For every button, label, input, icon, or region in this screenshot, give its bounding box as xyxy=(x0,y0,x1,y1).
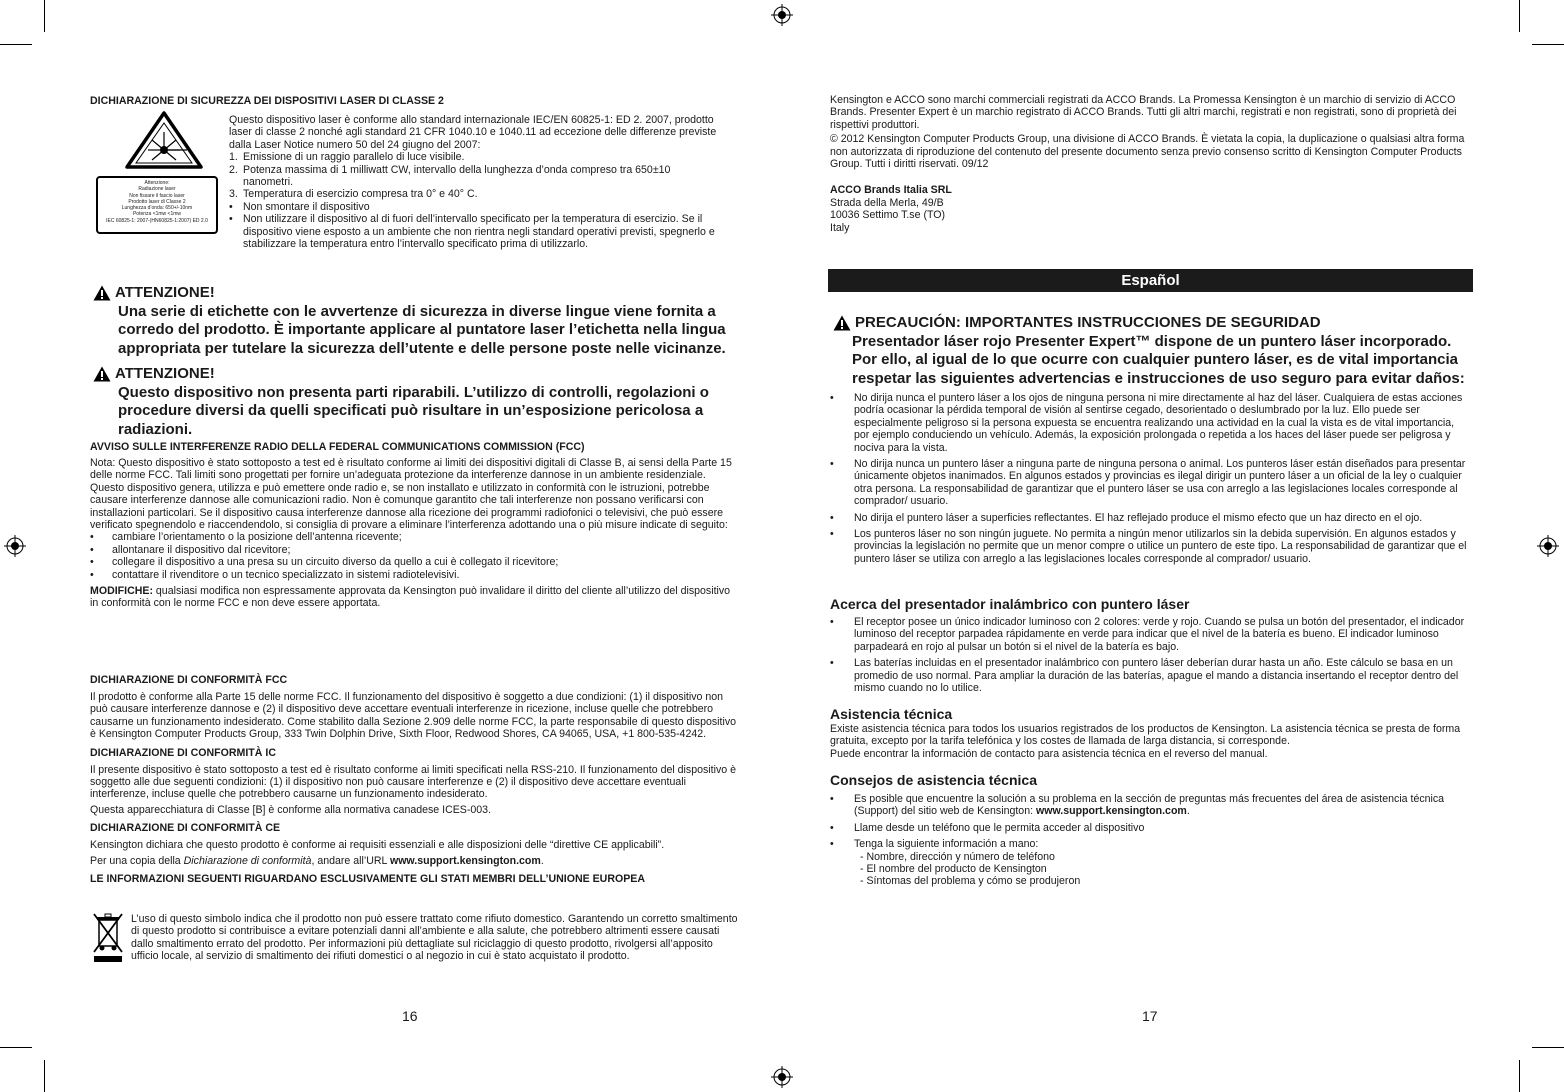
warning-title: ATTENZIONE! xyxy=(115,284,215,301)
registration-mark-icon xyxy=(1537,535,1559,557)
list-item xyxy=(229,188,719,200)
bullet-mark: • xyxy=(830,657,834,670)
crop-mark xyxy=(44,1060,45,1092)
list-item-text: El receptor posee un único indicador luminoso con 2 colores: verde y rojo. Cuando se pulsa un botón del presentador, el indicador luminoso del receptor parpadea rápidamente en verde para indicar que el nivel de la batería es bueno. El indicador luminoso parpadeará en rojo al pulsar un botón si el nivel de la batería es bajo. xyxy=(854,616,1465,653)
list-item-text: allontanare il dispositivo dal ricevitore; xyxy=(112,543,291,556)
list-item xyxy=(830,512,1470,524)
fcc-text: Nota: Questo dispositivo è stato sottoposto a test ed è risultato conforme ai limiti dei dispositivi digitali di Classe B, ai sensi della Parte 15 delle norme FCC. Tali limiti sono progettati per fornire un’adeguata protezione da interferenze dannose in un ambiente residenziale. Questo dispositivo genera, utilizza e può emettere onde radio e, se non installato e utilizzato in conformità con le istruzioni, potrebbe causare interferenze dannose alle comunicazioni radio. Non è comunque garantito che tali interferenze non possano verificarsi con installazioni particolari. Se il dispositivo causa interferenze dannose alla ricezione dei programmi radiofonici o televisivi, che può essere verificato spegnendolo e riaccendendolo, si consiglia di provare a eliminare l’interferenza adottando una o più misure indicate di seguito: xyxy=(90,457,732,532)
bullet-mark: • xyxy=(90,531,94,544)
list-item: • Es posible que encuentre la solución a su problema en la sección de preguntas más frecuentes del área de asistencia técnica (Support) del sitio web de Kensington: www.support.kensington.com. xyxy=(830,793,1445,818)
warning-block-1 xyxy=(90,284,740,358)
precaution-block xyxy=(830,314,1475,388)
assist-text: Existe asistencia técnica para todos los usuarios registrados de los productos de Kensington. La asistencia técnica se presta de forma gratuita, excepto por la tarifa telefónica y los costes de llamada de larga distancia, si corresponde. xyxy=(830,723,1461,748)
laser-bullet-list xyxy=(229,201,719,251)
sub-item: - Síntomas del problema y cómo se produjeron xyxy=(860,875,1081,888)
fcc-heading: AVVISO SULLE INTERFERENZE RADIO DELLA FEDERAL COMMUNICATIONS COMMISSION (FCC) xyxy=(90,441,585,453)
label-line: Radiazione laser xyxy=(138,186,176,193)
list-item xyxy=(229,164,719,189)
company-address xyxy=(830,197,1470,234)
list-item: • Tenga la siguiente información a mano: - Nombre, dirección y número de teléfono - El nombre del producto de Kensington - Síntomas del problema y cómo se produjeron xyxy=(830,838,1470,888)
crop-mark xyxy=(1519,1060,1520,1092)
bullet-mark: • xyxy=(830,511,834,524)
warning-icon xyxy=(93,285,111,301)
fcc-conf-heading: DICHIARAZIONE DI CONFORMITÀ FCC xyxy=(90,674,288,686)
ce-text-2c: . xyxy=(540,854,544,867)
crop-mark xyxy=(1532,1047,1564,1048)
copyright-text: © 2012 Kensington Computer Products Group, una divisione di ACCO Brands. È vietata la copia, la duplicazione o qualsiasi altra forma non autorizzata di riproduzione del contenuto del presente documento senza previo consenso scritto di Kensington Computer Products Group. Tutti i diritti riservati. 09/12 xyxy=(830,133,1465,171)
tip1-end: . xyxy=(1186,805,1190,818)
list-item xyxy=(90,544,740,556)
modifiche-paragraph xyxy=(90,585,740,610)
laser-warning-icon xyxy=(124,110,204,170)
number-mark: 1. xyxy=(229,151,238,164)
list-item xyxy=(229,201,719,213)
sub-item: - Nombre, dirección y número de teléfono xyxy=(860,850,1055,863)
tip3-sublist xyxy=(854,851,1470,888)
bullet-mark: • xyxy=(90,556,94,569)
list-item xyxy=(830,616,1470,653)
crop-mark xyxy=(0,44,32,45)
bullet-mark: • xyxy=(830,458,834,471)
bullet-mark: • xyxy=(830,392,834,404)
number-mark: 3. xyxy=(229,188,238,201)
warning-title: ATTENZIONE! xyxy=(115,365,215,382)
assist-text-2: Puede encontrar la información de contacto para asistencia técnica en el reverso del manual. xyxy=(830,747,1268,760)
assist-heading: Asistencia técnica xyxy=(830,706,953,722)
crop-mark xyxy=(1519,0,1520,32)
warning-text: Questo dispositivo non presenta parti riparabili. L’utilizzo di controlli, regolazioni o procedure diversi da quelli specificati può risultare in un’esposizione pericolosa a radiazioni. xyxy=(118,383,709,438)
precaution-title: PRECAUCIÓN: IMPORTANTES INSTRUCCIONES DE SEGURIDAD xyxy=(855,314,1321,331)
bullet-mark: • xyxy=(90,543,94,556)
eu-heading: LE INFORMAZIONI SEGUENTI RIGUARDANO ESCLUSIVAMENTE GLI STATI MEMBRI DELL’UNIONE EUROPEA xyxy=(90,873,646,886)
list-item xyxy=(90,556,740,568)
list-item xyxy=(830,392,1470,454)
label-line: Non fissare il fascio laser xyxy=(129,192,185,199)
ce-text-2a: Per una copia della xyxy=(90,854,184,867)
tip2-text: Llame desde un teléfono que le permita acceder al dispositivo xyxy=(854,821,1145,834)
label-line: Lunghezza d’onda: 650+/-10nm xyxy=(121,205,193,212)
laser-label-text xyxy=(101,180,213,224)
list-item xyxy=(90,569,740,581)
modifiche-label: MODIFICHE: xyxy=(90,585,153,598)
crop-mark xyxy=(0,1047,32,1048)
tip1-text: Es posible que encuentre la solución a su problema en la sección de preguntas más frecuentes del área de asistencia técnica (Support) del sitio web de Kensington: xyxy=(854,793,1445,818)
list-item xyxy=(830,458,1470,508)
tip3-text: Tenga la siguiente información a mano: xyxy=(854,838,1039,851)
label-line: Potenza <1mw <1mw xyxy=(132,211,182,218)
label-line: Prodotto laser di Classe 2 xyxy=(128,198,186,205)
tips-bullet-list xyxy=(830,793,1470,888)
label-line: IEC 60825-1: 2007-(HN60825-1:2007) ED 2.0 xyxy=(106,217,208,224)
list-item xyxy=(830,657,1470,694)
tips-heading: Consejos de asistencia técnica xyxy=(830,772,1037,788)
ce-heading: DICHIARAZIONE DI CONFORMITÀ CE xyxy=(90,822,281,835)
list-item xyxy=(229,213,719,250)
company-name: ACCO Brands Italia SRL xyxy=(830,184,952,197)
page-number-left: 16 xyxy=(402,1008,418,1024)
laser-label-box xyxy=(96,176,218,234)
label-line: Attenzione: xyxy=(144,180,170,186)
registration-mark-icon xyxy=(771,4,793,26)
page-number-right: 17 xyxy=(1142,1008,1158,1024)
list-item-text: No dirija nunca el puntero láser a los ojos de ninguna persona ni mire directamente al haz del láser. Cualquiera de estas acciones podría ocasionar la pérdida temporal de visión al sentirse cegado, desorientado o deslumbrado por la luz. Ello puede ser especialmente peligroso si la persona expuesta se encuentra realizando una actividad en la cual la vista es de vital importancia, por ejemplo conduciendo un vehículo. Además, la exposición prolongada o repetida a los haces del láser puede ser peligrosa y nociva para la vista. xyxy=(854,392,1463,454)
ce-text-2b: , andare all’URL xyxy=(311,854,390,867)
list-item-text: Non utilizzare il dispositivo al di fuori dell’intervallo specificato per la temperatura di esercizio. Se il dispositivo viene esposto a un ambiente che non rientra negli standard operativi previsti, spegnerlo e stabilizzare la temperatura entro l’intervallo specificato prima di utilizzarlo. xyxy=(243,213,715,251)
list-item-text: Non smontare il dispositivo xyxy=(243,200,370,213)
warning-block-2 xyxy=(90,365,740,439)
about-section xyxy=(830,596,1470,698)
bullet-mark: • xyxy=(830,528,834,541)
trademark-section xyxy=(830,94,1470,234)
ic-heading: DICHIARAZIONE DI CONFORMITÀ IC xyxy=(90,746,276,759)
support-link[interactable]: www.support.kensington.com xyxy=(389,854,541,867)
crop-mark xyxy=(44,0,45,32)
list-item-text: No dirija nunca un puntero láser a ninguna parte de ninguna persona o animal. Los punteros láser están diseñados para presentar únicamente objetos inanimados. En algunos estados y provincias es ilegal dirigir un puntero láser a un oficial de la ley o cualquier otra persona. La responsabilidad de garantizar que el puntero láser se usa con arreglo a las legislaciones locales corresponde al comprador/ usuario. xyxy=(854,458,1466,508)
language-bar: Español xyxy=(828,269,1473,292)
about-heading: Acerca del presentador inalámbrico con puntero láser xyxy=(830,596,1190,612)
fcc-bullet-list xyxy=(90,531,740,581)
bullet-mark: • xyxy=(229,200,233,213)
eu-text: L’uso di questo simbolo indica che il prodotto non può essere trattato come rifiuto domestico. Garantendo un corretto smaltimento di questo prodotto si contribuisce a evitare potenziali danni all’ambiente e alla salute, che potrebbero altrimenti essere causati dallo smaltimento errato del prodotto. Per informazioni più dettagliate sul riciclaggio di questo prodotto, rivolgersi all’apposito ufficio locale, al servizio di smaltimento dei rifiuti domestici o al negozio in cui è stato acquistato il prodotto. xyxy=(131,913,738,963)
list-item-text: Los punteros láser no son ningún juguete. No permita a ningún menor utilizarlos sin la debida supervisión. En algunos estados y provincias la legislación no permite que un menor compre o utilice un puntero de este tipo. La responsabilidad de garantizar que el puntero láser se utiliza con arreglo a las legislaciones locales corresponde al comprador/ usuario. xyxy=(854,528,1467,565)
list-item-text: collegare il dispositivo a una presa su un circuito diverso da quello a cui è collegato il ricevitore; xyxy=(112,556,559,569)
fcc-conformity xyxy=(90,674,740,890)
address-line: 10036 Settimo T.se (TO) xyxy=(830,209,946,222)
laser-numbered-list xyxy=(229,151,719,201)
about-bullet-list xyxy=(830,616,1470,694)
laser-intro: Questo dispositivo laser è conforme allo standard internazionale IEC/EN 60825-1: ED 2. 2007, prodotto laser di classe 2 nonché agli standard 21 CFR 1040.10 e 1040.11 ad eccezione delle differenze previste dalla Laser Notice numero 50 del 24 giugno del 2007: xyxy=(229,114,717,151)
crop-mark xyxy=(1532,44,1564,45)
modifiche-text: qualsiasi modifica non espressamente approvata da Kensington può invalidare il diritto del cliente all’utilizzo del dispositivo in conformità con le norme FCC e non deve essere apportata. xyxy=(90,585,731,610)
list-item-text: Las baterías incluidas en el presentador inalámbrico con puntero láser deberían durar hasta un año. Este cálculo se basa en un promedio de uso normal. Para ampliar la duración de las baterías, apague el mando a distancia insertando el receptor dentro del mismo cuando no lo utilice. xyxy=(854,657,1459,695)
number-mark: 2. xyxy=(229,163,238,176)
sub-item: - El nombre del producto de Kensington xyxy=(860,863,1047,876)
list-item: • Llame desde un teléfono que le permita acceder al dispositivo xyxy=(830,821,1145,834)
warning-text: Una serie di etichette con le avvertenze di sicurezza in diverse lingue viene fornita a corredo del prodotto. È importante applicare al puntatore laser l’etichetta nella lingua appropriata per tutelare la sicurezza dell’utente e delle persone poste nelle vicinanze. xyxy=(118,302,726,357)
list-item-text: No dirija el puntero láser a superficies reflectantes. El haz reflejado produce el mismo efecto que un haz directo en el ojo. xyxy=(854,511,1423,524)
laser-safety-heading: DICHIARAZIONE DI SICUREZZA DEI DISPOSITIVI LASER DI CLASSE 2 xyxy=(90,95,444,107)
support-link[interactable]: www.support.kensington.com xyxy=(1035,805,1187,818)
registration-mark-icon xyxy=(771,1066,793,1088)
safety-bullet-list xyxy=(830,392,1470,569)
list-item-text: cambiare l’orientamento o la posizione dell’antenna ricevente; xyxy=(112,531,402,544)
bullet-mark: • xyxy=(90,568,94,581)
fcc-notice xyxy=(90,441,740,610)
precaution-text: Presentador láser rojo Presenter Expert™ dispone de un puntero láser incorporado. Por ello, al igual de lo que ocurre con cualquier puntero láser, es de vital importancia respetar las siguientes advertencias e instrucciones de uso seguro para evitar daños: xyxy=(852,332,1465,387)
fcc-conf-text: Il prodotto è conforme alla Parte 15 delle norme FCC. Il funzionamento del dispositivo è soggetto a due condizioni: (1) il dispositivo non può causare interferenze dannose e (2) il dispositivo deve accettare eventuali interferenze in ricezione, incluse quelle che potrebbero causarne un funzionamento indesiderato. Come stabilito dalla Sezione 2.909 delle norme FCC, la parte responsabile di questo dispositivo è Kensington Computer Products Group, 333 Twin Dolphin Drive, Sixth Floor, Redwood Shores, CA 94065, USA, +1 800-535-4242. xyxy=(90,691,737,741)
registration-mark-icon xyxy=(4,535,26,557)
crossed-bin-icon xyxy=(92,912,124,964)
list-item xyxy=(229,151,719,163)
ce-text-2 xyxy=(90,855,740,867)
list-item xyxy=(830,528,1470,565)
trademark-text: Kensington e ACCO sono marchi commerciali registrati da ACCO Brands. La Promessa Kensington è un marchio di servizio di ACCO Brands. Presenter Expert è un marchio registrato di ACCO Brands. Tutti gli altri marchi, registrati e non registrati, sono di proprietà dei rispettivi produttori. xyxy=(830,94,1457,131)
list-item xyxy=(90,531,740,543)
address-line: Italy xyxy=(830,221,850,234)
ic-text-2: Questa apparecchiatura di Classe [B] è conforme alla normativa canadese ICES-003. xyxy=(90,803,492,816)
laser-safety-body xyxy=(229,114,719,250)
ic-text: Il presente dispositivo è stato sottoposto a test ed è risultato conforme ai limiti specificati nella RSS-210. Il funzionamento del dispositivo è soggetto alle due seguenti condizioni: (1) il dispositivo non può causare interferenze e (2) il dispositivo deve accettare eventuali interferenze, incluse quelle che potrebbero causarne un funzionamento indesiderato. xyxy=(90,763,736,801)
list-item-text: Emissione di un raggio parallelo di luce visibile. xyxy=(243,151,465,164)
warning-icon xyxy=(93,366,111,382)
ce-text: Kensington dichiara che questo prodotto è conforme ai requisiti essenziali e alle disposizioni delle “direttive CE applicabili”. xyxy=(90,839,665,852)
warning-icon xyxy=(833,315,851,331)
list-item-text: Potenza massima di 1 milliwatt CW, intervallo della lunghezza d’onda compreso tra 650±10 nanometri. xyxy=(243,163,671,189)
address-line: Strada della Merla, 49/B xyxy=(830,196,944,209)
bullet-mark: • xyxy=(229,213,233,226)
bullet-mark: • xyxy=(830,616,834,628)
tips-section xyxy=(830,772,1470,892)
list-item-text: Temperatura di esercizio compresa tra 0° e 40° C. xyxy=(243,188,478,201)
assist-section xyxy=(830,706,1470,760)
list-item-text: contattare il rivenditore o un tecnico specializzato in sistemi radiotelevisivi. xyxy=(112,568,460,581)
ce-doc-title: Dichiarazione di conformità xyxy=(183,854,312,867)
